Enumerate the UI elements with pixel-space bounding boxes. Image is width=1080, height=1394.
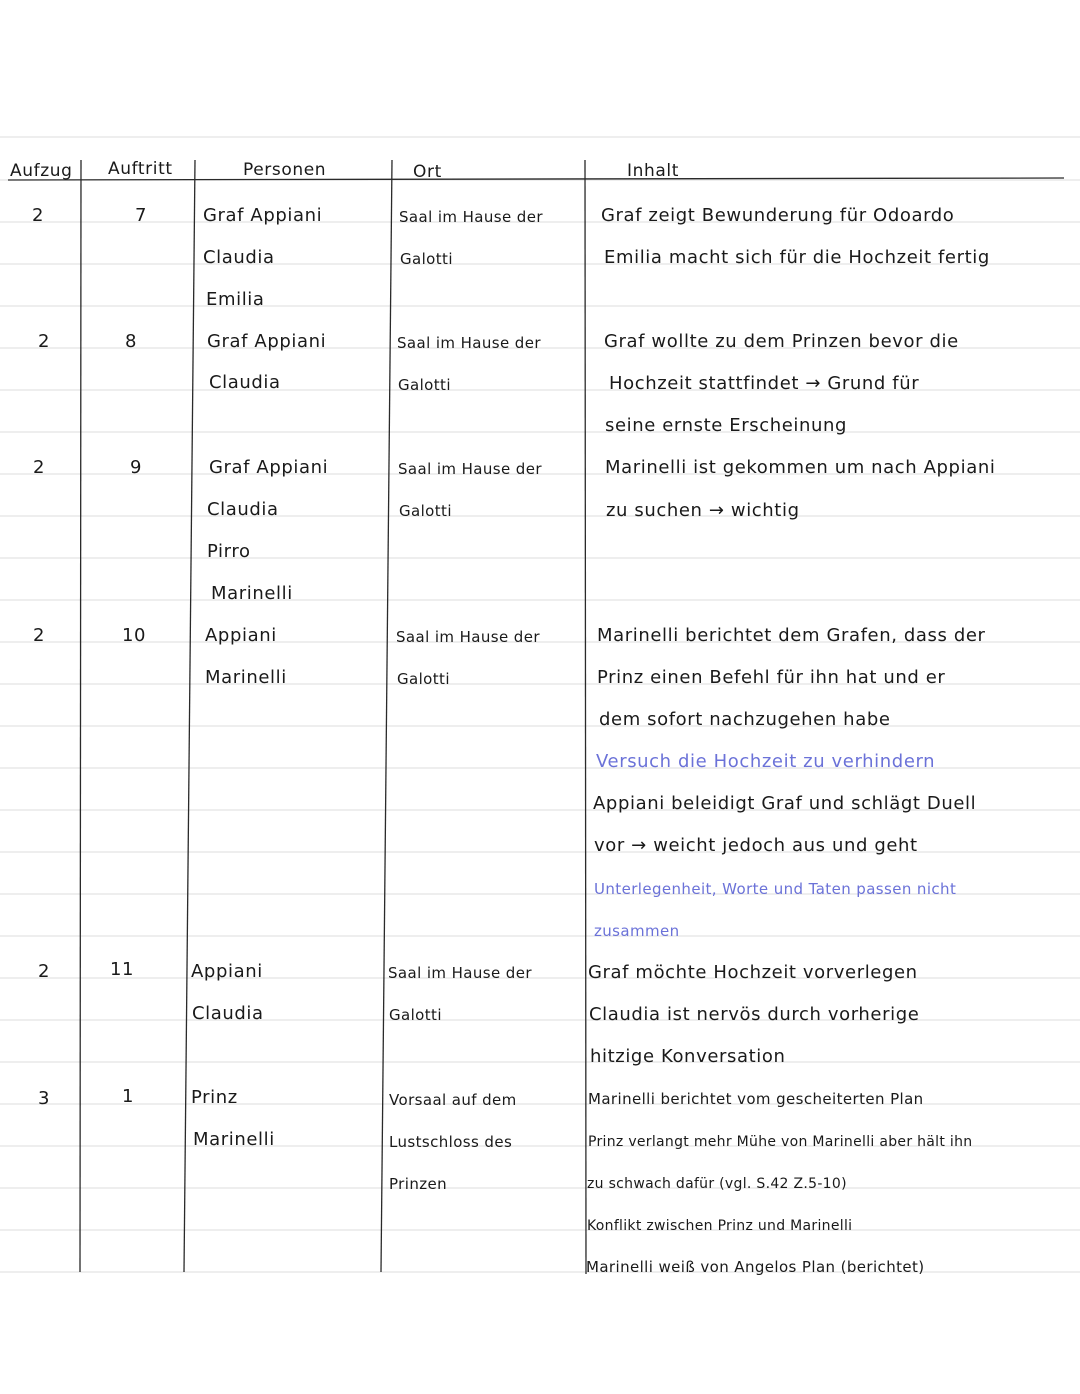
header-ort: Ort	[413, 162, 442, 182]
cell-person: Claudia	[207, 499, 279, 520]
cell-inhalt: Graf wollte zu dem Prinzen bevor die	[604, 331, 959, 352]
cell-person: Marinelli	[205, 667, 287, 688]
annotation-note: zusammen	[594, 922, 680, 940]
cell-ort: Saal im Hause der	[397, 334, 541, 352]
column-divider-1	[80, 160, 81, 1272]
cell-auftritt: 11	[110, 959, 135, 980]
cell-person: Emilia	[206, 289, 265, 310]
cell-auftritt: 9	[130, 457, 143, 478]
cell-person: Appiani	[191, 961, 263, 982]
header-inhalt: Inhalt	[627, 161, 679, 181]
cell-person: Prinz	[191, 1087, 238, 1108]
cell-ort: Saal im Hause der	[396, 628, 540, 646]
cell-ort: Lustschloss des	[389, 1133, 513, 1151]
cell-inhalt: Marinelli weiß von Angelos Plan (berichtet)	[586, 1258, 925, 1276]
cell-inhalt: Graf möchte Hochzeit vorverlegen	[588, 962, 918, 983]
cell-person: Appiani	[205, 625, 277, 646]
cell-inhalt: hitzige Konversation	[590, 1046, 786, 1067]
cell-inhalt: Marinelli ist gekommen um nach Appiani	[605, 457, 996, 478]
cell-inhalt: Konflikt zwischen Prinz und Marinelli	[587, 1218, 853, 1234]
cell-inhalt: Marinelli berichtet dem Grafen, dass der	[597, 625, 986, 646]
cell-aufzug: 3	[38, 1088, 51, 1109]
cell-aufzug: 2	[38, 961, 51, 982]
cell-person: Pirro	[207, 541, 251, 562]
cell-person: Claudia	[209, 372, 281, 393]
cell-ort: Galotti	[399, 502, 452, 520]
header-personen: Personen	[243, 160, 327, 180]
cell-ort: Galotti	[397, 670, 450, 688]
cell-aufzug: 2	[33, 457, 46, 478]
header-aufzug: Aufzug	[10, 161, 73, 181]
cell-aufzug: 2	[38, 331, 51, 352]
cell-inhalt: Graf zeigt Bewunderung für Odoardo	[601, 205, 955, 226]
cell-inhalt: zu suchen → wichtig	[606, 500, 800, 521]
cell-auftritt: 10	[122, 625, 147, 646]
cell-person: Claudia	[192, 1003, 264, 1024]
cell-inhalt: zu schwach dafür (vgl. S.42 Z.5-10)	[587, 1176, 847, 1192]
cell-inhalt: Emilia macht sich für die Hochzeit fertig	[604, 247, 990, 268]
annotation-note: Versuch die Hochzeit zu verhindern	[596, 751, 936, 772]
cell-person: Claudia	[203, 247, 275, 268]
cell-person: Marinelli	[211, 583, 293, 604]
cell-inhalt: Claudia ist nervös durch vorherige	[589, 1004, 920, 1025]
cell-inhalt: Hochzeit stattfindet → Grund für	[609, 373, 920, 394]
cell-ort: Vorsaal auf dem	[389, 1091, 517, 1109]
cell-aufzug: 2	[33, 625, 46, 646]
cell-ort: Saal im Hause der	[398, 460, 542, 478]
cell-person: Marinelli	[193, 1129, 275, 1150]
cell-inhalt: Prinz verlangt mehr Mühe von Marinelli aber hält ihn	[588, 1134, 973, 1150]
cell-inhalt: seine ernste Erscheinung	[605, 415, 848, 436]
cell-inhalt: dem sofort nachzugehen habe	[599, 709, 891, 730]
cell-auftritt: 8	[125, 331, 138, 352]
cell-ort: Saal im Hause der	[399, 208, 543, 226]
cell-ort: Galotti	[398, 376, 451, 394]
cell-aufzug: 2	[32, 205, 45, 226]
cell-person: Graf Appiani	[207, 331, 327, 352]
cell-inhalt: Appiani beleidigt Graf und schlägt Duell	[593, 793, 977, 814]
cell-ort: Saal im Hause der	[388, 964, 532, 982]
cell-inhalt: Prinz einen Befehl für ihn hat und er	[597, 667, 946, 688]
cell-person: Graf Appiani	[209, 457, 329, 478]
cell-ort: Prinzen	[389, 1175, 448, 1193]
column-divider-4	[585, 160, 586, 1274]
cell-auftritt: 7	[135, 205, 148, 226]
cell-auftritt: 1	[122, 1086, 135, 1107]
header-auftritt: Auftritt	[108, 159, 173, 179]
annotation-note: Unterlegenheit, Worte und Taten passen nicht	[594, 880, 957, 898]
cell-inhalt: Marinelli berichtet vom gescheiterten Plan	[588, 1090, 924, 1108]
cell-person: Graf Appiani	[203, 205, 323, 226]
cell-inhalt: vor → weicht jedoch aus und geht	[594, 835, 918, 856]
cell-ort: Galotti	[389, 1006, 442, 1024]
cell-ort: Galotti	[400, 250, 453, 268]
